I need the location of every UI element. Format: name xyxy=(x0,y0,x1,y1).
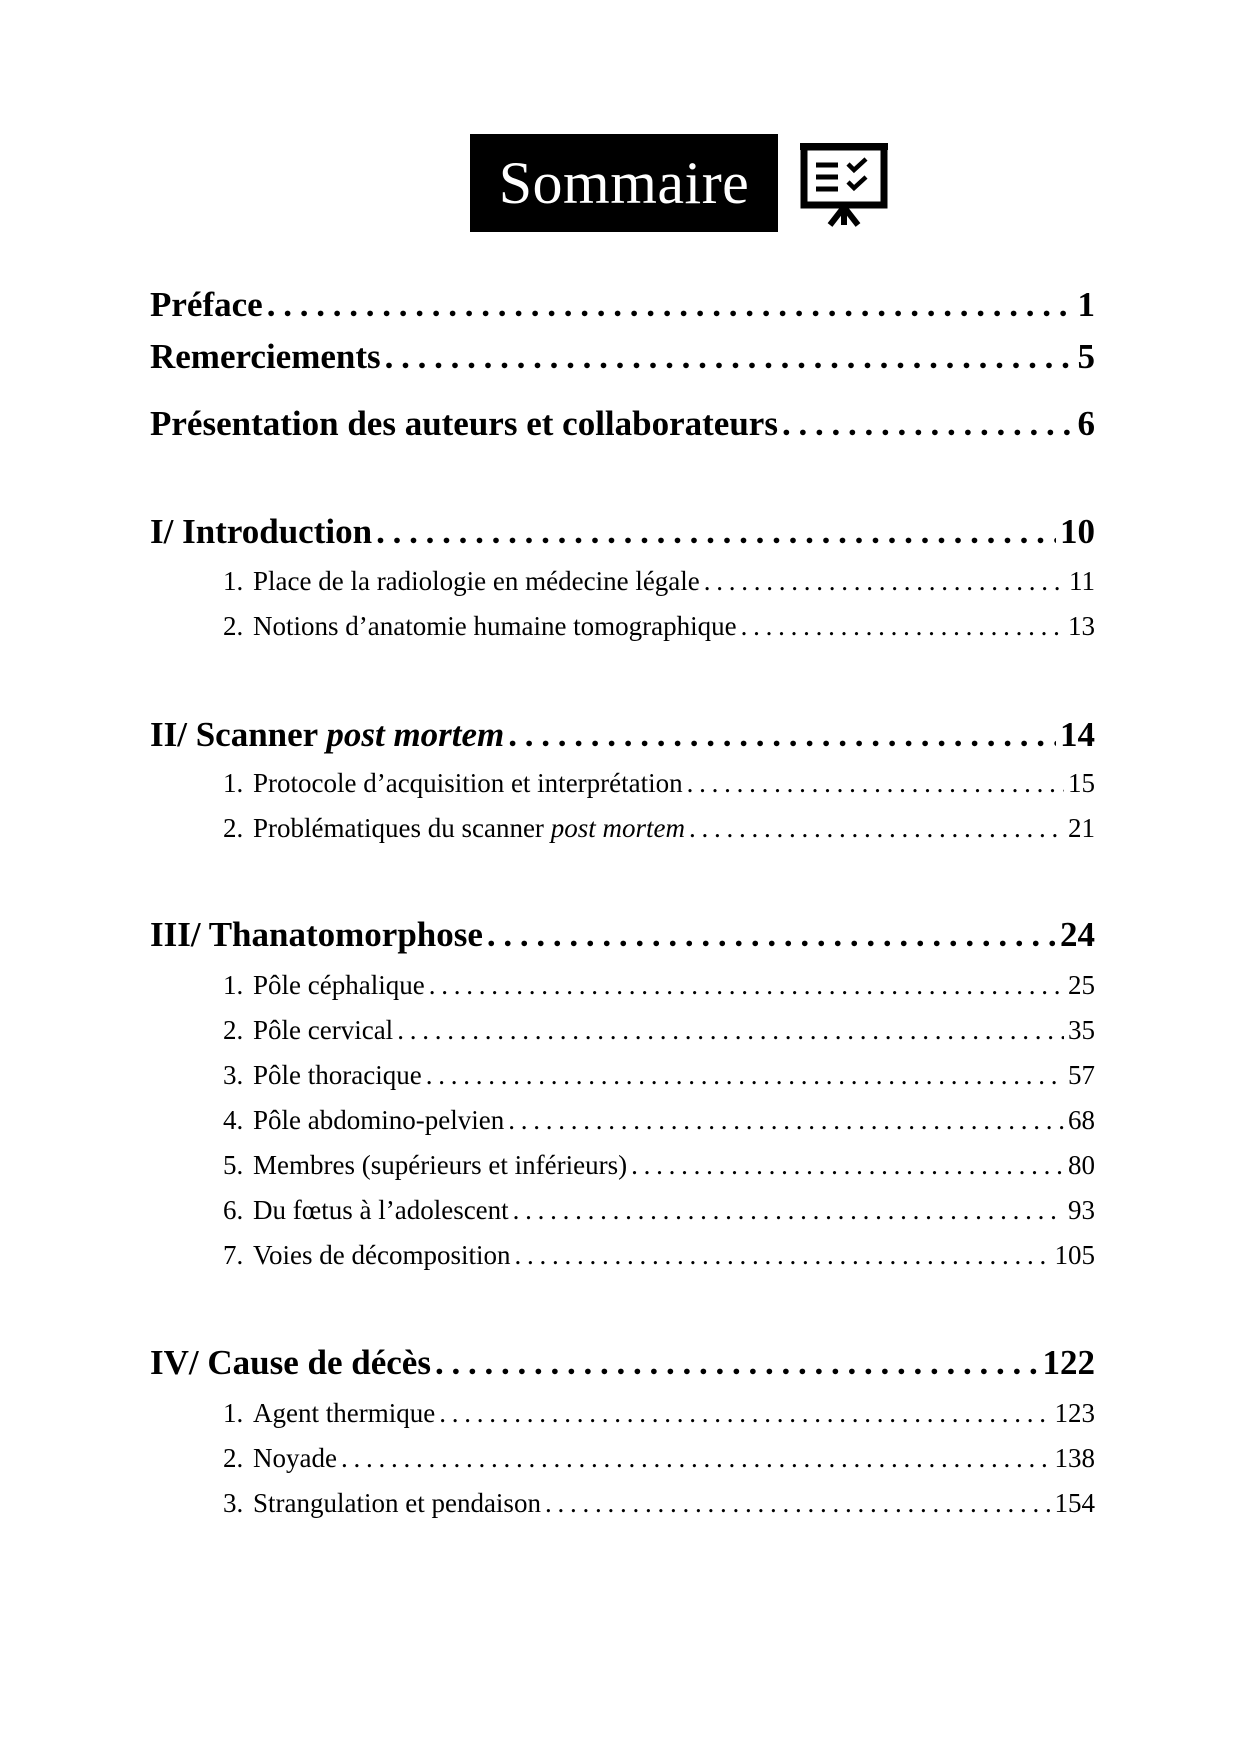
presentation-board-checklist-icon xyxy=(798,137,890,229)
dot-leader xyxy=(435,1343,1039,1383)
dot-leader xyxy=(487,915,1056,955)
toc-subentry[interactable]: 2. Notions d’anatomie humaine tomographique . . . 13 xyxy=(223,611,1095,642)
toc-subentry[interactable]: 3. Pôle thoracique . . . 57 xyxy=(223,1060,1095,1091)
dot-leader xyxy=(426,1060,1064,1091)
dot-leader xyxy=(429,970,1064,1001)
dot-leader xyxy=(439,1398,1050,1429)
toc-subentry[interactable]: 7. Voies de décomposition . . . 105 xyxy=(223,1240,1095,1271)
toc-subentry[interactable]: 5. Membres (supérieurs et inférieurs) . . . 80 xyxy=(223,1150,1095,1181)
dot-leader xyxy=(687,768,1064,799)
toc-subentry[interactable]: 4. Pôle abdomino-pelvien . . . 68 xyxy=(223,1105,1095,1136)
dot-leader xyxy=(514,1240,1050,1271)
dot-leader xyxy=(376,512,1056,552)
toc-section-cause-de-deces[interactable]: IV/ Cause de décès . . . 122 xyxy=(150,1343,1095,1383)
toc-subentry[interactable]: 1. Pôle céphalique . . . 25 xyxy=(223,970,1095,1001)
toc-subentry[interactable]: 6. Du fœtus à l’adolescent . . . 93 xyxy=(223,1195,1095,1226)
dot-leader xyxy=(782,404,1074,444)
dot-leader xyxy=(508,1105,1064,1136)
toc-subentry[interactable]: 2. Noyade . . . 138 xyxy=(223,1443,1095,1474)
toc-section-thanatomorphose[interactable]: III/ Thanatomorphose . . . 24 xyxy=(150,915,1095,955)
dot-leader xyxy=(397,1015,1064,1046)
dot-leader xyxy=(631,1150,1064,1181)
page-header xyxy=(470,134,890,232)
toc-subentry[interactable]: 2. Problématiques du scanner post mortem . . . 21 xyxy=(223,813,1095,844)
toc-section-introduction[interactable]: I/ Introduction . . . 10 xyxy=(150,512,1095,552)
dot-leader xyxy=(741,611,1064,642)
toc-section-scanner[interactable]: II/ Scanner post mortem . . . 14 xyxy=(150,715,1095,755)
dot-leader xyxy=(513,1195,1064,1226)
dot-leader xyxy=(545,1488,1051,1519)
toc-entry-preface[interactable]: Préface . . . 1 xyxy=(150,285,1095,325)
dot-leader xyxy=(341,1443,1051,1474)
dot-leader xyxy=(267,285,1074,325)
toc-subentry[interactable]: 1. Protocole d’acquisition et interprétation . . . 15 xyxy=(223,768,1095,799)
dot-leader xyxy=(704,566,1065,597)
dot-leader xyxy=(385,337,1074,377)
toc-subentry[interactable]: 2. Pôle cervical . . . 35 xyxy=(223,1015,1095,1046)
toc-subentry[interactable]: 3. Strangulation et pendaison . . . 154 xyxy=(223,1488,1095,1519)
dot-leader xyxy=(689,813,1064,844)
dot-leader xyxy=(508,715,1056,755)
toc-entry-remerciements[interactable]: Remerciements . . . 5 xyxy=(150,337,1095,377)
page-title: Sommaire xyxy=(470,134,778,232)
toc-subentry[interactable]: 1. Agent thermique . . . 123 xyxy=(223,1398,1095,1429)
toc-entry-presentation[interactable]: Présentation des auteurs et collaborateurs . . . 6 xyxy=(150,404,1095,444)
toc-subentry[interactable]: 1. Place de la radiologie en médecine légale . . . 11 xyxy=(223,566,1095,597)
